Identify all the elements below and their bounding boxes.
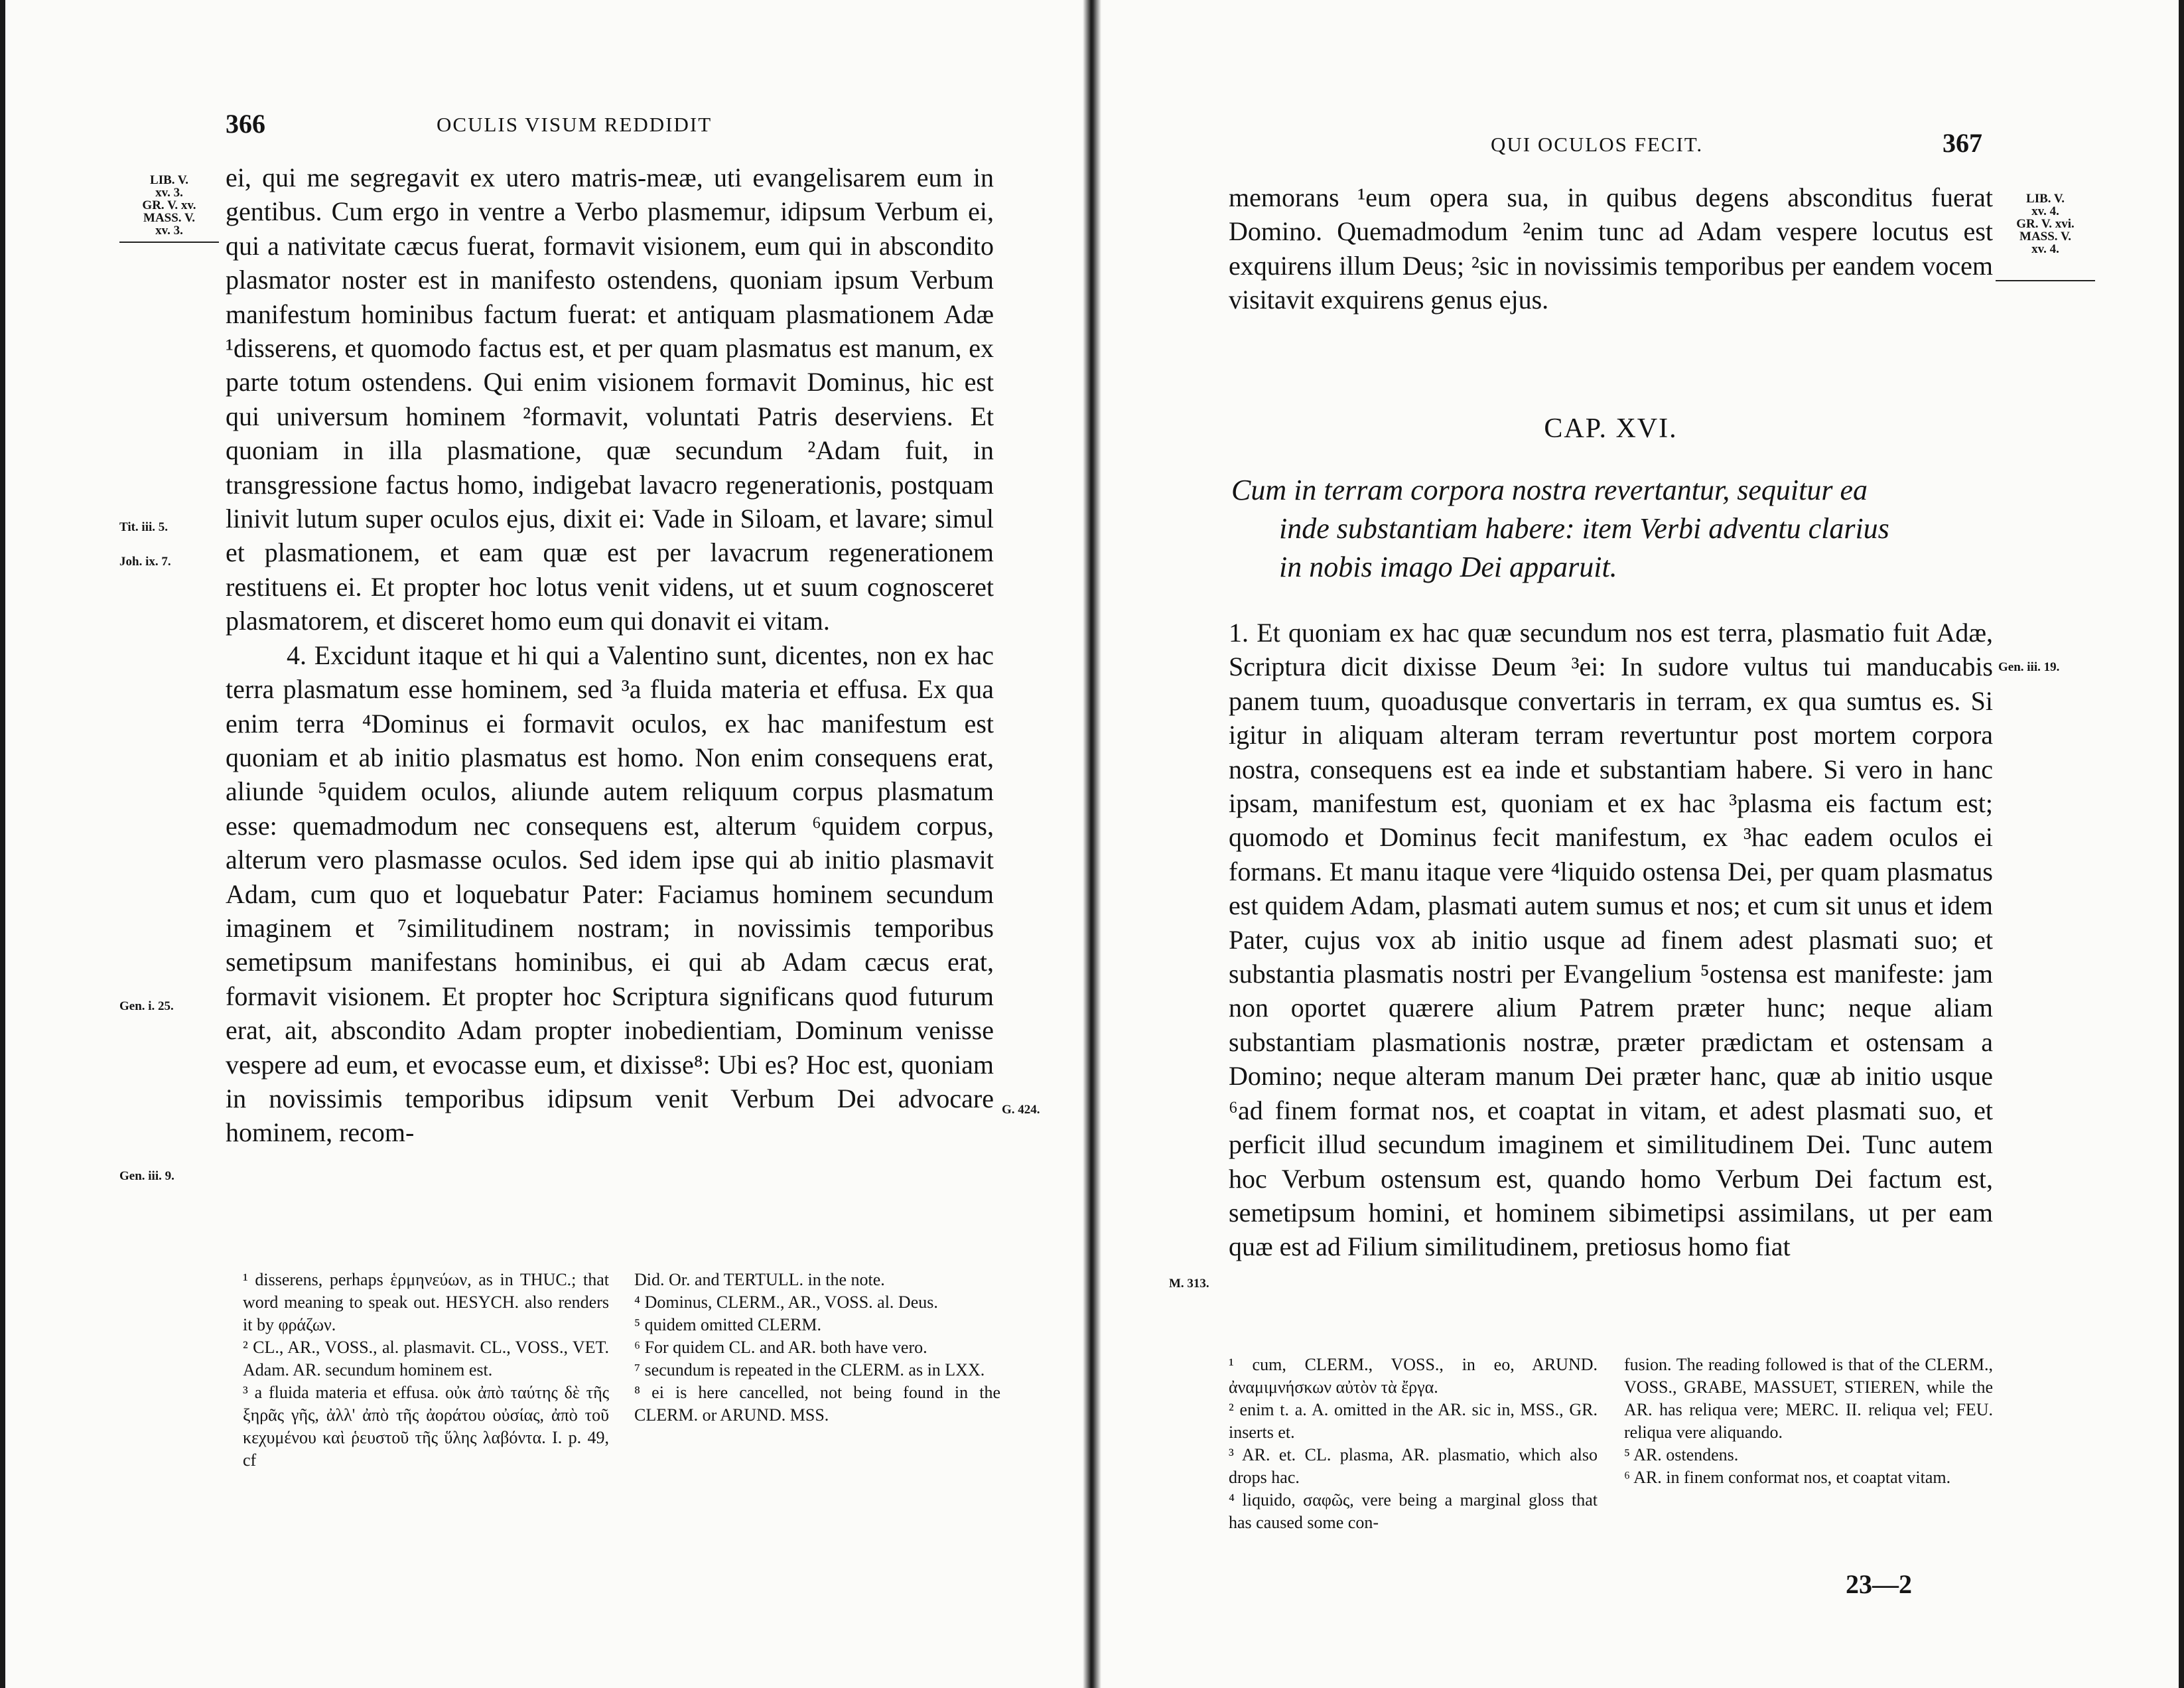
paragraph: 4. Excidunt itaque et hi qui a Valentino sunt, dicentes, non ex hac terra plasmatum esse hominem, sed ³a fluida materia et effusa. Ex qua enim terra ⁴Dominus ei formavit oculos, ex hac manifestum est quoniam et ab initio plasmatus est homo. Non enim consequens erat, aliunde ⁵quidem oculos, aliunde autem reliquum corpus plasmatum esse: quemadmodum nec consequens est, alterum ⁶quidem corpus, alterum vero plasmasse oculos. Sed idem ipse qui ab initio plasmavit Adam, cum quo et loquebatur Pater: Faciamus hominem secundum imaginem et ⁷similitudinem nostram; in novissimis temporibus semetipsum manifestans hominibus, ei qui ab Adam cæcus erat, formavit visionem. Et propter hoc Scriptura significans quod futurum erat, ait, abscondito Adam propter inobedientiam, Dominum venisse vespere ad eum, et evocasse eum, et dixisse⁸: Ubi es? Hoc est, quoniam in novissimis temporibus idipsum venit Verbum Dei advocare hominem, recom- [226, 640, 994, 1148]
margin-ref-line: MASS. V. [2019, 230, 2071, 244]
footnote: ⁸ ei is here cancelled, not being found in the CLERM. or ARUND. MSS. [634, 1383, 1000, 1425]
side-ref-gen-3: Gen. iii. 9. [119, 1169, 174, 1183]
margin-ref-line: GR. V. xvi. [2016, 217, 2075, 231]
side-ref-gen: Gen. iii. 19. [1998, 660, 2060, 674]
page-number: 367 [1943, 128, 1982, 158]
footnote: ⁶ For quidem CL. and AR. both have vero. [634, 1338, 927, 1357]
continuation-text [1229, 180, 1993, 317]
main-text [226, 161, 994, 1150]
footnote: ¹ disserens, perhaps ἑρμηνεύων, as in THUC.; that word meaning to speak out. HESYCH. also renders it by φράζων. [243, 1270, 609, 1334]
paragraph: ei, qui me segregavit ex utero matris-meæ, uti evangelisarem eum in gentibus. Cum ergo in ventre a Verbo plasmemur, idipsum Verbum ei, qui a nativitate cæcus fuerat, formavit visionem, eum qui in abscondito plasmator noster est in manifesto ostendens, quoniam ipsum Verbum manifestum hominibus factum fuerat: et antiquam plasmationem Adæ ¹disserens, et quomodo factus est, et per quam plasmatus est manum, ex parte totum ostendens. Qui enim visionem formavit Dominus, hic est qui universum hominem ²formavit, voluntati Patris deserviens. Et quoniam in illa plasmatione, quæ secundum ²Adam fuit, in transgressione factus homo, indigebat lavacro regenerationis, postquam linivit lutum super oculos ejus, dixit ei: Vade in Siloam, et lavare; simul et plasmationem, et eam quæ est per lavacrum regenerationem restituens ei. Et propter hoc lotus venit videns, ut et suum cognosceret plasmatorem, et disceret homo eum qui donavit ei vitam. [226, 163, 994, 636]
paragraph: 1. Et quoniam ex hac quæ secundum nos est terra, plasmatio fuit Adæ, Scriptura dicit dixisse Deum ³ei: In sudore vultus tui manducabis panem tuum, quoadusque convertaris in terram, ex qua sumtus es. Si igitur in aliquam alteram terram revertuntur post mortem corpora nostra, consequens est ea inde et substantiam habere. Si vero in hanc ipsam, manifestum est, quoniam et ex hac ³plasma eis factum est; quomodo et Dominus fecit manifestum, ex ³hac eadem oculos ei formans. Et manu itaque vere ⁴liquido ostensa Dei, per quam plasmatus est quidem Adam, plasmati autem sumus et nos; et cum sit unus et idem Pater, cujus vox ab initio usque ad finem adest plasmati suo; et substantia plasmatis nostri per Evangelium ⁵ostensa est manifeste: jam non oportet quærere alium Patrem præter hunc; neque aliam substantiam plasmationis nostræ, præter prædictam et ostensam a Domino; neque alteram manum Dei præter hanc, quæ ab initio usque ⁶ad finem format nos, et coaptat in vitam, et adest plasmati suo, et perficit illud secundum imaginem et similitudinem Dei. Tunc autem hoc Verbum ostensum est, quando homo Verbum Dei factum est, semetipsum homini, et hominem sibimetipsi assimilans, ut per eam quæ est ad Filium similitudinem, pretiosus homo fiat [1229, 618, 1993, 1262]
margin-ref-line: GR. V. xv. [142, 198, 196, 212]
footnotes-left-col [1229, 1354, 1598, 1534]
footnote: ⁴ Dominus, CLERM., AR., VOSS. al. Deus. [634, 1293, 938, 1312]
margin-ref-line: xv. 3. [155, 224, 183, 238]
summary-line: in nobis imago Dei apparuit. [1279, 551, 1617, 583]
footnotes-right-col [1624, 1354, 1993, 1489]
footnote: ² CL., AR., VOSS., al. plasmavit. CL., VOSS., VET. Adam. AR. secundum hominem est. [243, 1338, 609, 1379]
footnote: ³ AR. et. CL. plasma, AR. plasmatio, which also drops hac. [1229, 1445, 1598, 1487]
footnote: ⁶ AR. in finem conformat nos, et coaptat vitam. [1624, 1468, 1951, 1487]
chapter-heading: CAP. XVI. [1544, 413, 1678, 444]
margin-ref-line: LIB. V. [150, 173, 188, 187]
footnote: ³ a fluida materia et effusa. οὐκ ἀπὸ ταύτης δὲ τῆς ξηρᾶς γῆς, ἀλλ' ἀπὸ τῆς ἀοράτου οὐσίας, ἀπὸ τοῦ κεχυμένου καὶ ῥευστοῦ τῆς ὕλης λαβόντα. I. p. 49, cf [243, 1383, 609, 1470]
chapter-summary [1231, 471, 1994, 587]
top-margin-ref [119, 174, 219, 237]
page-number: 366 [226, 109, 265, 139]
margin-ref-line: LIB. V. [2026, 192, 2065, 206]
side-ref-joh: Joh. ix. 7. [119, 555, 171, 569]
running-head: QUI OCULOS FECIT. [1491, 133, 1704, 156]
footnote: ⁵ quidem omitted CLERM. [634, 1315, 822, 1334]
margin-ref-line: xv. 4. [2031, 204, 2059, 218]
signature-mark: 23—2 [1846, 1569, 1912, 1599]
footnote: Did. Or. and TERTULL. in the note. [634, 1270, 885, 1289]
footnote: ⁷ secundum is repeated in the CLERM. as in LXX. [634, 1360, 985, 1379]
footnote: ⁴ liquido, σαφῶς, vere being a marginal gloss that has caused some con- [1229, 1490, 1598, 1532]
side-ref-m: M. 313. [1169, 1277, 1209, 1291]
summary-line: Cum in terram corpora nostra revertantur, sequitur ea [1231, 474, 1868, 506]
margin-ref-rule [119, 242, 219, 243]
side-ref-gen-1: Gen. i. 25. [119, 999, 174, 1013]
margin-ref-rule [1996, 280, 2095, 281]
right-page [1092, 0, 2184, 1688]
running-head: OCULIS VISUM REDDIDIT [437, 113, 713, 136]
footnote: fusion. The reading followed is that of the CLERM., VOSS., GRABE, MASSUET, STIEREN, while the AR. has reliqua vere; MERC. II. reliqua vel; FEU. reliqua vere aliquando. [1624, 1355, 1993, 1442]
footnote: ¹ cum, CLERM., VOSS., in eo, ARUND. ἀναμιμνήσκων αὐτὸν τὰ ἔργα. [1229, 1355, 1598, 1397]
main-text [1229, 616, 1993, 1264]
paragraph: memorans ¹eum opera sua, in quibus degens absconditus fuerat Domino. Quemadmodum ²enim tunc ad Adam vespere locutus est exquirens illum Deus; ²sic in novissimis temporibus per eandem vocem visitavit exquirens genus ejus. [1229, 182, 1993, 315]
margin-ref-line: xv. 4. [2031, 242, 2059, 256]
margin-ref-line: MASS. V. [143, 211, 195, 225]
footnote: ² enim t. a. A. omitted in the AR. sic in, MSS., GR. inserts et. [1229, 1400, 1598, 1442]
top-margin-ref [1996, 192, 2095, 255]
footnote: ⁵ AR. ostendens. [1624, 1445, 1739, 1464]
summary-line: inde substantiam habere: item Verbi adventu clarius [1279, 512, 1889, 545]
footnotes-right-col [634, 1269, 1000, 1427]
footnotes-left-col [243, 1269, 609, 1472]
side-ref-g: G. 424. [1002, 1103, 1040, 1117]
side-ref-tit: Tit. iii. 5. [119, 520, 169, 534]
margin-ref-line: xv. 3. [155, 186, 183, 200]
